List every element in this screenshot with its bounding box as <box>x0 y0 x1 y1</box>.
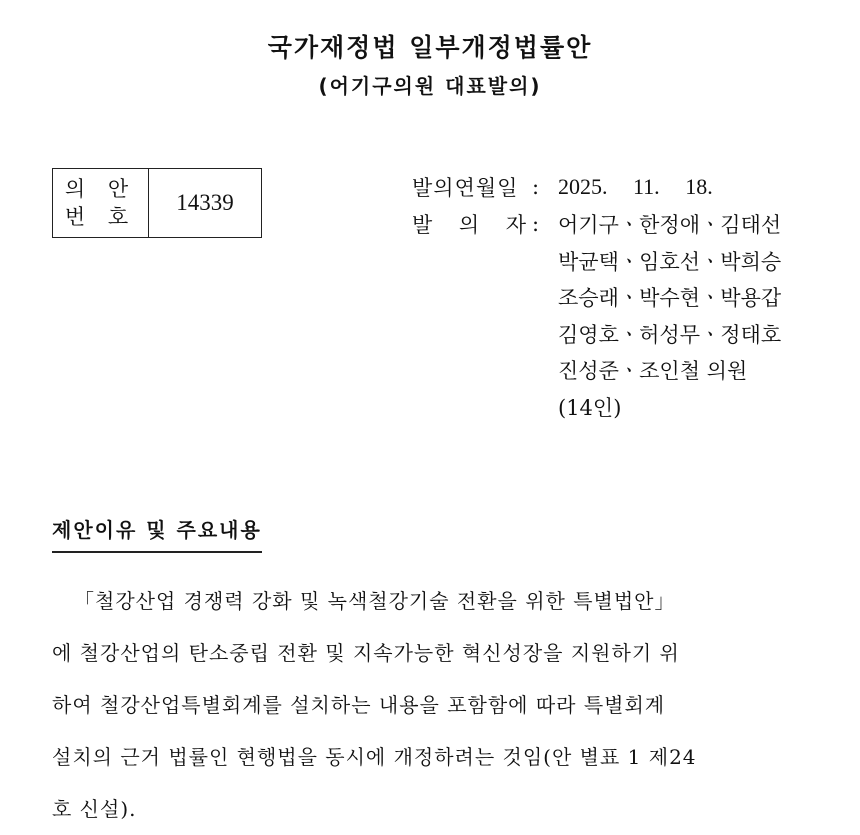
sponsor-label-char: 발 <box>412 213 433 238</box>
proposal-body <box>52 575 812 835</box>
sponsor-label-char: 자 <box>505 213 526 238</box>
body-line: 「철강산업 경쟁력 강화 및 녹색철강기술 전환을 위한 특별법안」 <box>74 589 676 613</box>
body-line: 호 신설). <box>52 797 137 821</box>
bill-number-label-line2: 번 호 <box>64 205 137 229</box>
sponsor-list <box>558 206 781 425</box>
body-line: 하여 철강산업특별회계를 설치하는 내용을 포함함에 따라 특별회계 <box>52 693 666 717</box>
date-day: 18. <box>685 174 713 199</box>
bill-subtitle: (어기구의원 대표발의) <box>318 74 542 98</box>
body-line: 에 철강산업의 탄소중립 전환 및 지속가능한 혁신성장을 지원하기 위 <box>52 641 680 665</box>
sponsor-colon: : <box>532 212 540 237</box>
date-value <box>558 174 733 200</box>
sponsor-count: (14인) <box>558 395 622 420</box>
bill-number-box <box>52 168 262 238</box>
sponsor-label-char: 의 <box>458 213 480 238</box>
sponsor-line: 김영호ㆍ허성무ㆍ정태호 <box>558 322 782 347</box>
date-row <box>412 168 781 206</box>
bill-title: 국가재정법 일부개정법률안 <box>267 33 593 62</box>
date-month: 11. <box>633 174 660 199</box>
sponsor-line: 조승래ㆍ박수현ㆍ박용갑 <box>558 286 782 311</box>
bill-number-value: 14339 <box>176 190 234 215</box>
date-colon: : <box>532 175 540 199</box>
sponsor-line: 진성준ㆍ조인철 의원 <box>558 359 748 384</box>
sponsor-row <box>412 206 782 420</box>
bill-meta <box>412 168 782 420</box>
sponsor-label <box>412 206 532 243</box>
body-line: 설치의 근거 법률인 현행법을 동시에 개정하려는 것임(안 별표 1 제24 <box>52 745 697 769</box>
sponsor-line: 어기구ㆍ한정애ㆍ김태선 <box>558 213 782 238</box>
section-heading: 제안이유 및 주요내용 <box>52 514 262 553</box>
date-label: 발의연월일 <box>412 176 519 200</box>
bill-number-label <box>53 169 149 237</box>
date-year: 2025. <box>558 174 608 199</box>
sponsor-line: 박균택ㆍ임호선ㆍ박희승 <box>558 249 782 274</box>
bill-number-label-line1: 의 안 <box>64 177 137 201</box>
